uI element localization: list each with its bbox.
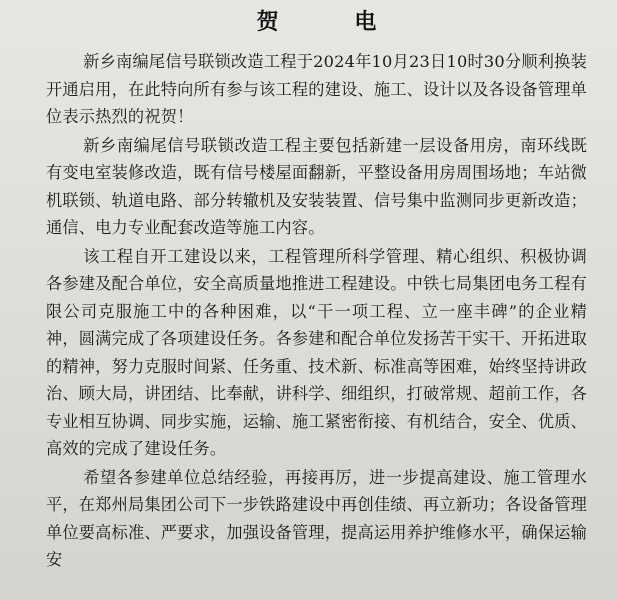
paragraph-scope: 新乡南编尾信号联锁改造工程主要包括新建一层设备用房，南环线既有变电室装修改造，既有信号楼屋面翻新，平整设备用房周围场地；车站微机联锁、轨道电路、部分转辙机及安装装置、信号集中监测同步更新改造；通信、电力专业配套改造等施工内容。 <box>46 135 587 237</box>
paragraph-expectations: 希望各参建单位总结经验，再接再厉，进一步提高建设、施工管理水平，在郑州局集团公司下一步铁路建设中再创佳绩、再立新功；各设备管理单位要高标准、严要求，加强设备管理，提高运用养护维修水平，确保运输安 <box>46 467 587 569</box>
paragraph-achievements: 该工程自开工建设以来，工程管理所科学管理、精心组织、积极协调各参建及配合单位，安全高质量地推进工程建设。中铁七局集团电务工程有限公司克服施工中的各种困难，以“干一项工程、立一座丰碑”的企业精神，圆满完成了各项建设任务。各参建和配合单位发扬苦干实干、开拓进取的精神，努力克服时间紧、任务重、技术新、标准高等困难，始终坚持讲政治、顾大局，讲团结、比奉献，讲科学、细组织，打破常规、超前工作，各专业相互协调、同步实施，运输、施工紧密衔接、有机结合，安全、优质、高效的完成了建设任务。 <box>46 246 587 458</box>
paragraph-opening: 新乡南编尾信号联锁改造工程于2024年10月23日10时30分顺利换装开通启用，在此特向所有参与该工程的建设、施工、设计以及各设备管理单位表示热烈的祝贺！ <box>46 52 587 126</box>
document-title: 贺 电 <box>256 9 411 35</box>
